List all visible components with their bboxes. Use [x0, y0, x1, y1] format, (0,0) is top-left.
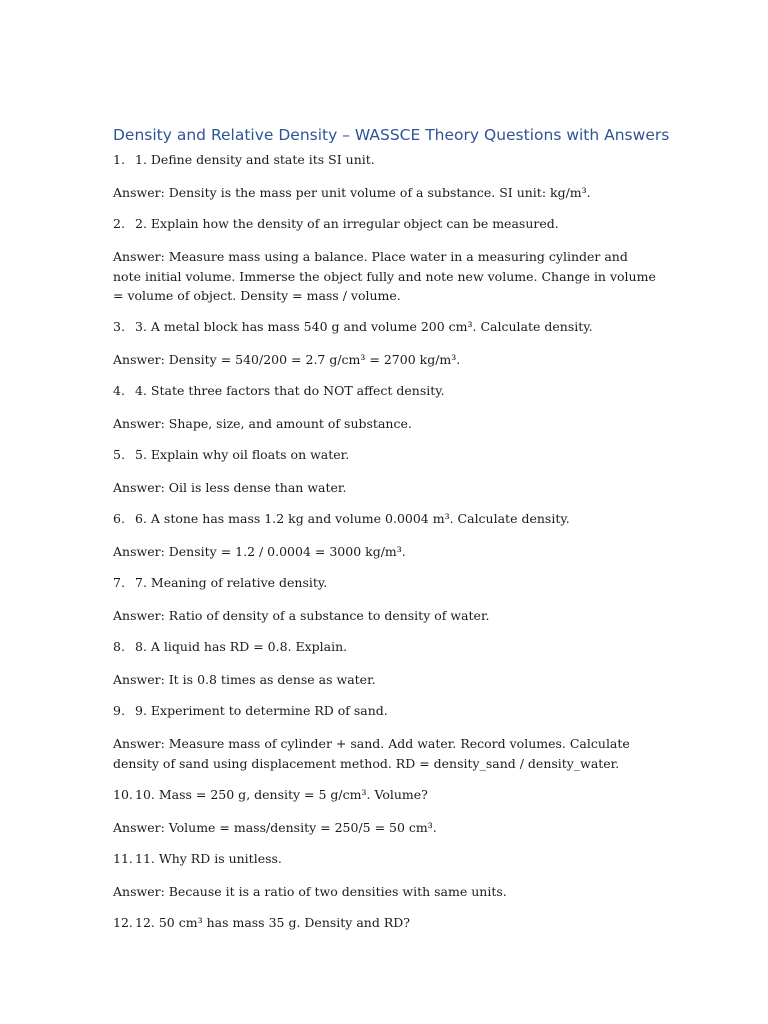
answer-text: Answer: Ratio of density of a substance to density of water.	[113, 608, 490, 623]
question-text: 1. Define density and state its SI unit.	[135, 152, 375, 167]
question-text: 5. Explain why oil floats on water.	[135, 447, 350, 462]
answer-text: Answer: Density is the mass per unit volume of a substance. SI unit: kg/m³.	[113, 185, 591, 200]
question-number: 5.	[113, 447, 125, 462]
question-number: 8.	[113, 639, 125, 654]
answer-text: Answer: Density = 540/200 = 2.7 g/cm³ = 2700 kg/m³.	[113, 352, 461, 367]
question-text: 4. State three factors that do NOT affect density.	[135, 383, 445, 398]
answer-text: Answer: Because it is a ratio of two densities with same units.	[113, 883, 507, 899]
answer-text: Answer: Oil is less dense than water.	[113, 480, 347, 495]
question-item	[113, 702, 658, 720]
document-page	[113, 124, 670, 946]
question-text: 8. A liquid has RD = 0.8. Explain.	[135, 639, 348, 654]
question-number: 1.	[113, 152, 125, 167]
question-number: 6.	[113, 511, 125, 526]
question-text: 12. 50 cm³ has mass 35 g. Density and RD?	[135, 914, 410, 930]
question-number: 12.	[113, 914, 133, 930]
answer-text: Answer: Shape, size, and amount of substance.	[113, 416, 412, 431]
answer-text: Answer: Volume = mass/density = 250/5 = 50 cm³.	[113, 819, 437, 835]
question-item	[113, 151, 658, 169]
question-number: 3.	[113, 319, 125, 334]
question-text: 10. Mass = 250 g, density = 5 g/cm³. Volume?	[135, 786, 428, 802]
question-number: 10.	[113, 786, 133, 802]
question-number: 11.	[113, 850, 133, 866]
qa-list	[113, 151, 658, 932]
question-text: 11. Why RD is unitless.	[135, 850, 282, 866]
question-item	[113, 318, 658, 336]
question-item	[113, 215, 658, 233]
question-item	[113, 574, 658, 592]
question-text: 2. Explain how the density of an irregular object can be measured.	[135, 216, 559, 231]
question-item	[113, 446, 658, 464]
question-number: 9.	[113, 703, 125, 718]
answer-text: Answer: Measure mass using a balance. Place water in a measuring cylinder and note initial volume. Immerse the object fully and note new volume. Change in volume = volume of object. Density = mass / volume.	[113, 249, 656, 303]
answer-text: Answer: Density = 1.2 / 0.0004 = 3000 kg/m³.	[113, 544, 406, 559]
answer-text: Answer: Measure mass of cylinder + sand. Add water. Record volumes. Calculate density of sand using displacement method. RD = density_sand / density_water.	[113, 736, 630, 771]
question-item	[113, 510, 658, 528]
question-text: 9. Experiment to determine RD of sand.	[135, 703, 388, 718]
answer-text: Answer: It is 0.8 times as dense as water.	[113, 672, 376, 687]
question-number: 4.	[113, 383, 125, 398]
question-text: 3. A metal block has mass 540 g and volume 200 cm³. Calculate density.	[135, 319, 593, 334]
question-item	[113, 850, 658, 868]
question-item	[113, 638, 658, 656]
question-item	[113, 786, 658, 804]
question-text: 7. Meaning of relative density.	[135, 575, 328, 590]
question-text: 6. A stone has mass 1.2 kg and volume 0.0004 m³. Calculate density.	[135, 511, 570, 526]
question-item	[113, 914, 658, 932]
document-title: Density and Relative Density – WASSCE Theory Questions with Answers	[113, 126, 670, 144]
question-item	[113, 382, 658, 400]
question-number: 7.	[113, 575, 125, 590]
question-number: 2.	[113, 216, 125, 231]
